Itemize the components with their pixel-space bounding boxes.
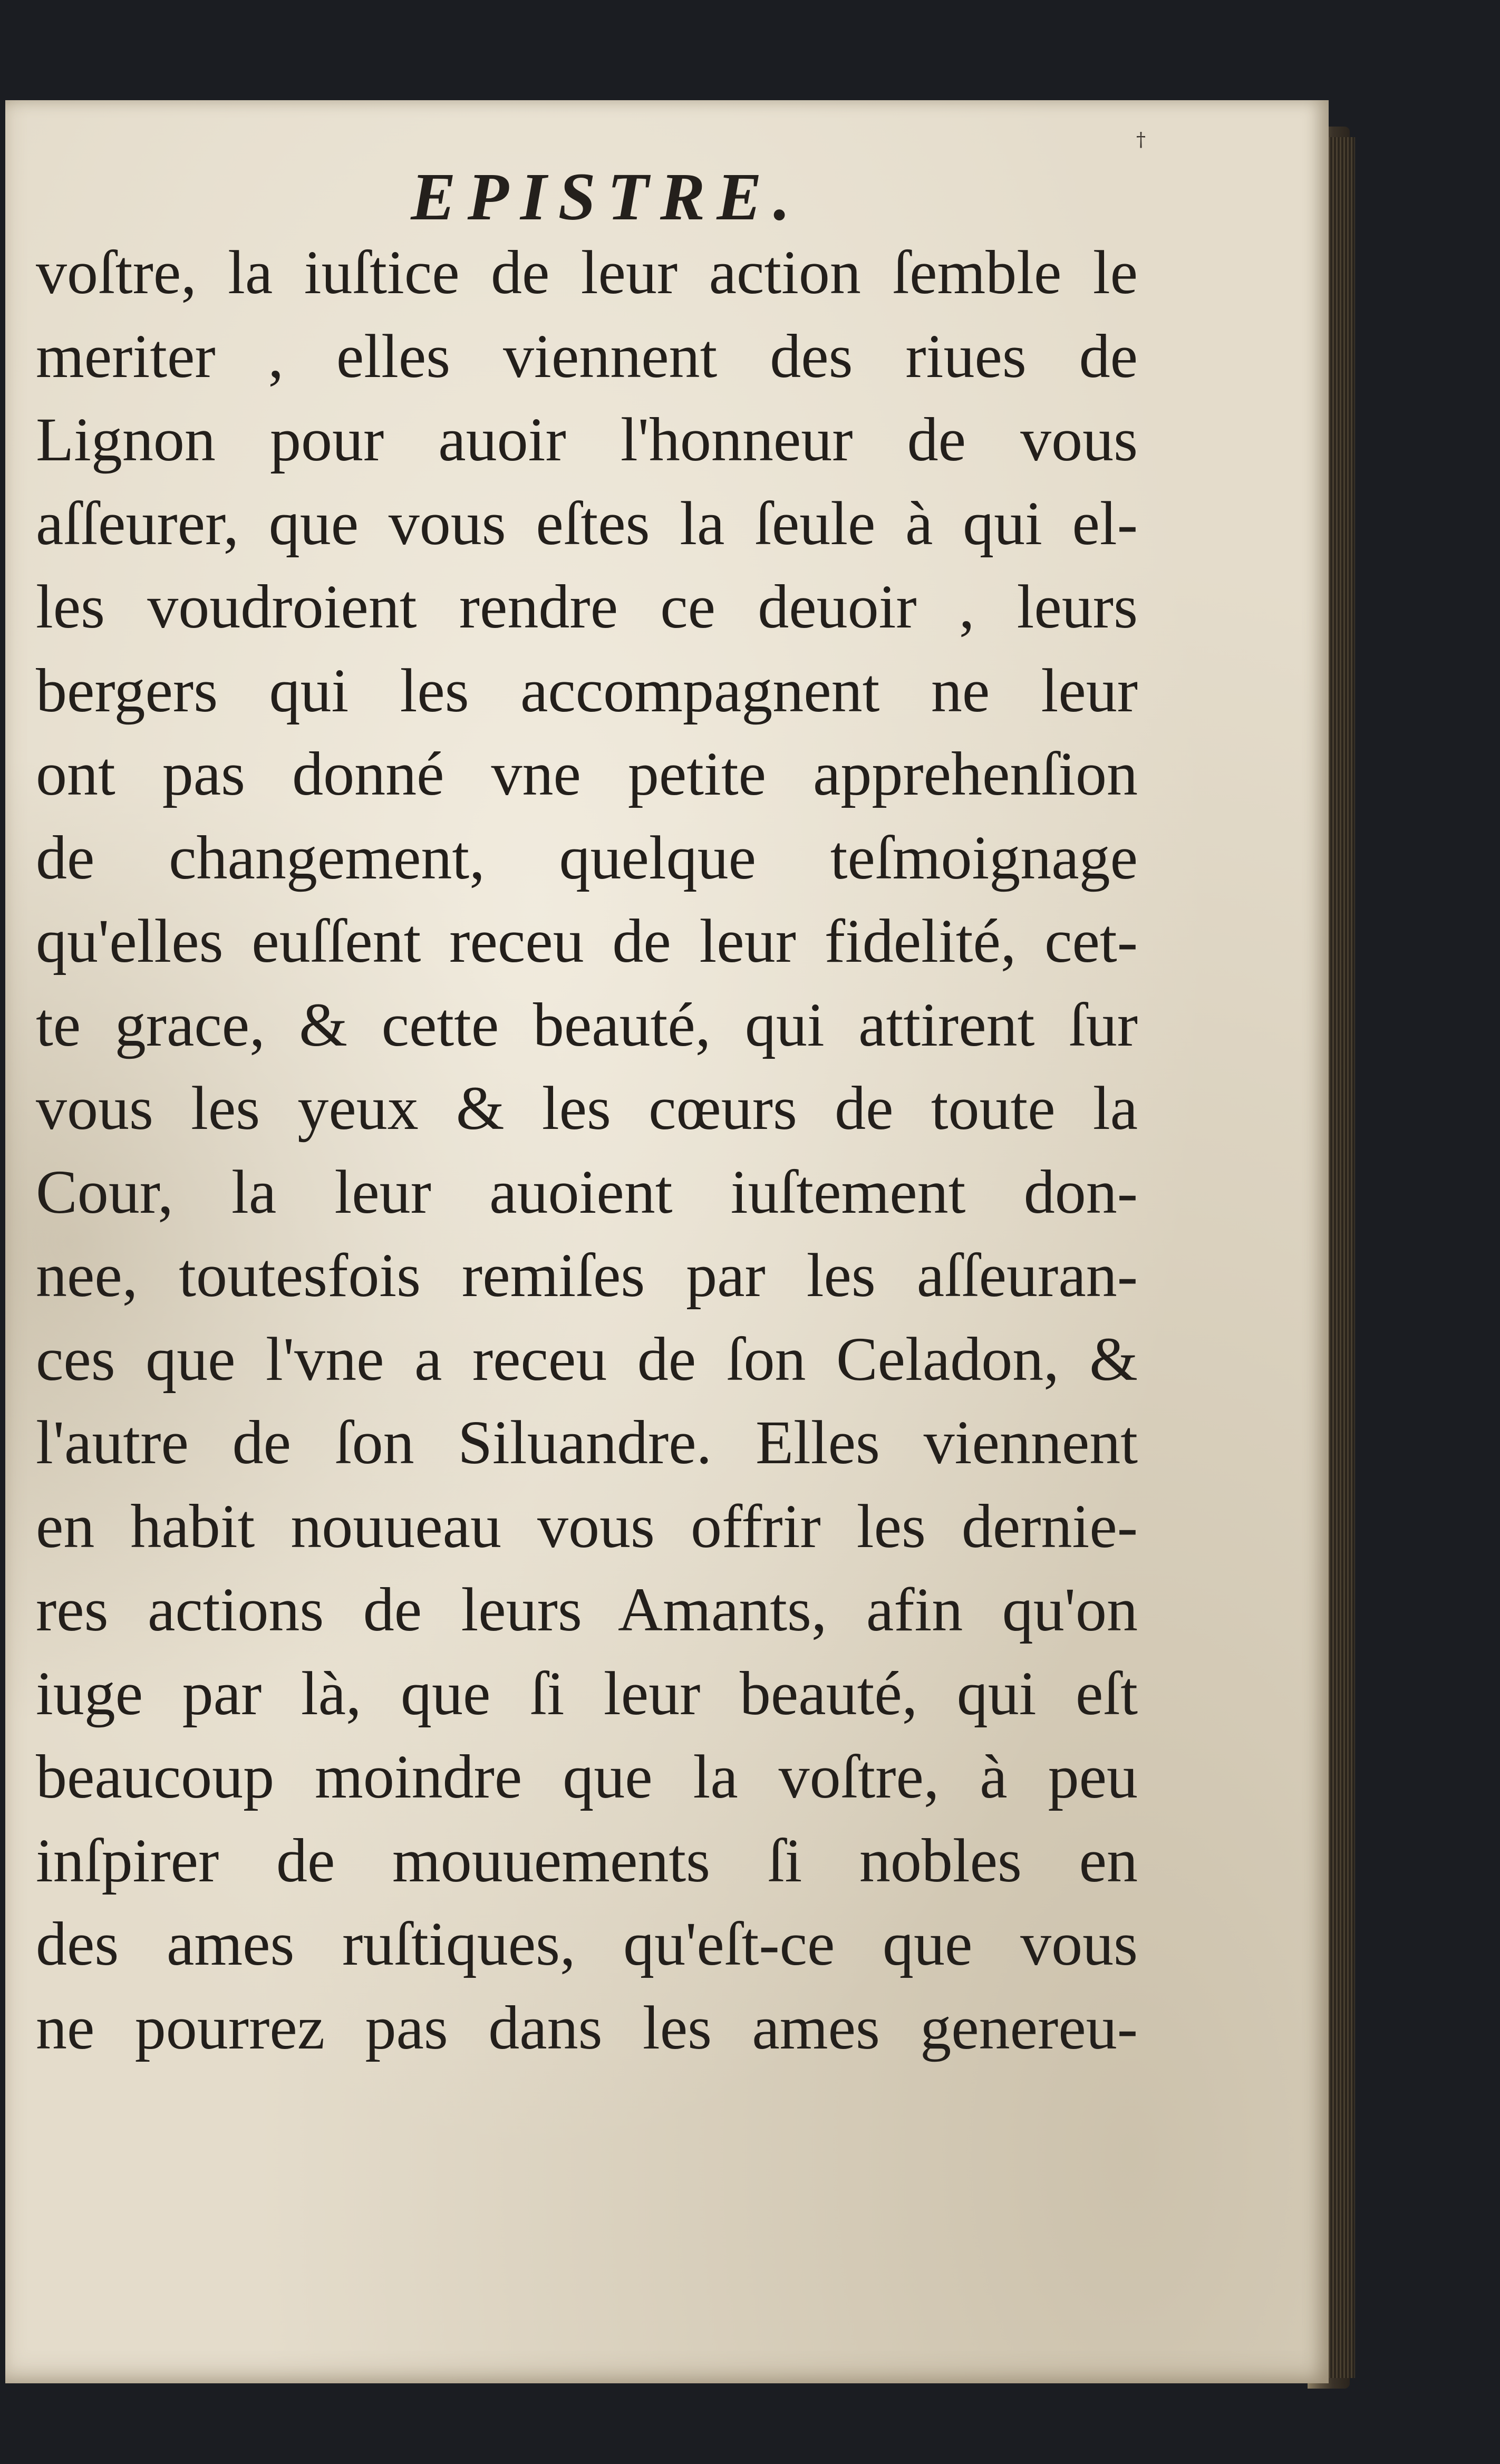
text-line: ces que l'vne a receu de ſon Celadon, &: [36, 1324, 1138, 1394]
running-head: EPISTRE.: [411, 159, 802, 234]
text-line: nee, toutesfois remiſes par les aſſeuran-: [36, 1241, 1138, 1310]
text-line: en habit nouueau vous offrir les dernie-: [36, 1491, 1138, 1561]
text-line: qu'elles euſſent receu de leur fidelité, cet-: [36, 906, 1138, 975]
text-line: res actions de leurs Amants, afin qu'on: [36, 1575, 1138, 1644]
text-line: inſpirer de mouuements ſi nobles en: [36, 1825, 1138, 1895]
body-text: [36, 231, 1138, 2076]
text-line: des ames ruſtiques, qu'eſt-ce que vous: [36, 1909, 1138, 1978]
page-leaves-edge: [1329, 137, 1355, 2378]
text-line: ont pas donné vne petite apprehenſion: [36, 739, 1138, 808]
text-line: ne pourrez pas dans les ames genereu-: [36, 1993, 1138, 2062]
text-line: Cour, la leur auoient iuſtement don-: [36, 1157, 1138, 1226]
text-line: les voudroient rendre ce deuoir , leurs: [36, 572, 1138, 641]
text-line: bergers qui les accompagnent ne leur: [36, 655, 1138, 725]
text-line: aſſeurer, que vous eſtes la ſeule à qui el-: [36, 488, 1138, 558]
text-line: beaucoup moindre que la voſtre, à peu: [36, 1742, 1138, 1811]
text-line: voſtre, la iuſtice de leur action ſemble le: [36, 238, 1138, 307]
folio-mark: †: [1136, 129, 1146, 151]
text-line: l'autre de ſon Siluandre. Elles viennent: [36, 1408, 1138, 1477]
text-line: meriter , elles viennent des riues de: [36, 321, 1138, 391]
text-line: Lignon pour auoir l'honneur de vous: [36, 405, 1138, 474]
text-line: vous les yeux & les cœurs de toute la: [36, 1074, 1138, 1143]
text-line: de changement, quelque teſmoignage: [36, 823, 1138, 892]
text-line: te grace, & cette beauté, qui attirent ſur: [36, 990, 1138, 1059]
text-line: iuge par là, que ſi leur beauté, qui eſt: [36, 1658, 1138, 1728]
